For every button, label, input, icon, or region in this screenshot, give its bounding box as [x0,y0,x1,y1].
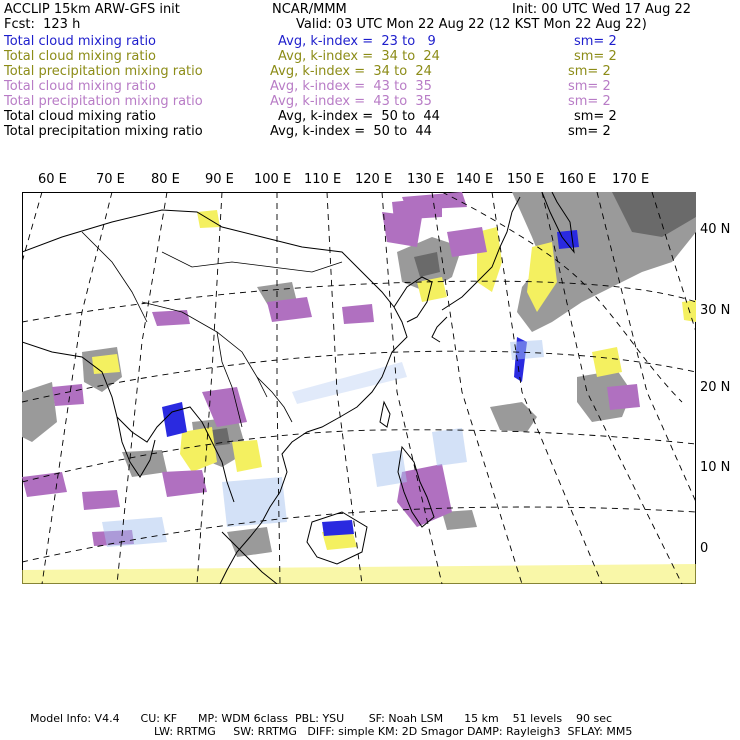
model-title: ACCLIP 15km ARW-GFS init [4,2,180,17]
model-info-line2: LW: RRTMG SW: RRTMG DIFF: simple KM: 2D Smagor DAMP: Rayleigh3 SFLAY: MM5 [154,725,633,738]
longitude-label: 160 E [559,172,597,187]
legend-k-index: Avg, k-index = 50 to 44 [278,109,440,124]
latitude-label: 30 N [700,303,731,318]
model-info-line1: Model Info: V4.4 CU: KF MP: WDM 6class PBL: YSU SF: Noah LSM 15 km 51 levels 90 sec [30,712,613,725]
latitude-label: 0 [700,541,709,556]
latitude-label: 40 N [700,222,731,237]
longitude-label: 100 E [254,172,292,187]
shade-region [92,354,120,374]
legend-k-index: Avg, k-index = 43 to 35 [270,79,432,94]
shade-region [447,227,487,257]
shade-region [102,517,167,547]
legend-field-name: Total cloud mixing ratio [4,79,157,94]
shade-region [212,428,230,446]
legend-smoothing: sm= 2 [574,49,617,64]
legend-k-index: Avg, k-index = 43 to 35 [270,94,432,109]
legend-field-name: Total cloud mixing ratio [4,34,157,49]
legend-field-name: Total cloud mixing ratio [4,109,157,124]
legend-k-index: Avg, k-index = 34 to 24 [270,64,432,79]
shade-region [607,384,640,410]
legend-smoothing: sm= 2 [574,109,617,124]
init-time: Init: 00 UTC Wed 17 Aug 22 [512,2,692,17]
institution-label: NCAR/MMM [272,2,347,17]
shade-region [342,304,374,324]
legend-field-name: Total cloud mixing ratio [4,49,157,64]
shade-region [322,520,354,536]
legend-smoothing: sm= 2 [568,79,611,94]
legend-field-name: Total precipitation mixing ratio [4,64,203,79]
legend-field-name: Total precipitation mixing ratio [4,124,203,139]
valid-time: Valid: 03 UTC Mon 22 Aug 22 (12 KST Mon 22 Aug 22) [296,17,647,32]
shade-region [152,310,190,326]
shade-region [232,440,262,472]
longitude-label: 150 E [507,172,545,187]
legend-smoothing: sm= 2 [568,94,611,109]
shade-region [52,384,84,406]
legend-field-name: Total precipitation mixing ratio [4,94,203,109]
latitude-label: 20 N [700,380,731,395]
shade-region [82,490,120,510]
longitude-label: 70 E [96,172,125,187]
shade-region [372,450,407,487]
legend-k-index: Avg, k-index = 50 to 44 [270,124,432,139]
shade-region [592,347,622,377]
latitude-label: 10 N [700,460,731,475]
forecast-hour: Fcst: 123 h [4,17,81,32]
legend-k-index: Avg, k-index = 34 to 24 [278,49,440,64]
weather-map [22,192,696,584]
legend-smoothing: sm= 2 [568,124,611,139]
legend-smoothing: sm= 2 [568,64,611,79]
longitude-label: 60 E [38,172,67,187]
longitude-label: 130 E [407,172,445,187]
shade-region [432,428,467,466]
longitude-label: 120 E [355,172,393,187]
longitude-label: 90 E [205,172,234,187]
legend-smoothing: sm= 2 [574,34,617,49]
longitude-label: 170 E [612,172,650,187]
longitude-label: 80 E [151,172,180,187]
longitude-label: 140 E [456,172,494,187]
longitude-label: 110 E [304,172,342,187]
shade-region [510,340,544,360]
legend-k-index: Avg, k-index = 23 to 9 [278,34,436,49]
